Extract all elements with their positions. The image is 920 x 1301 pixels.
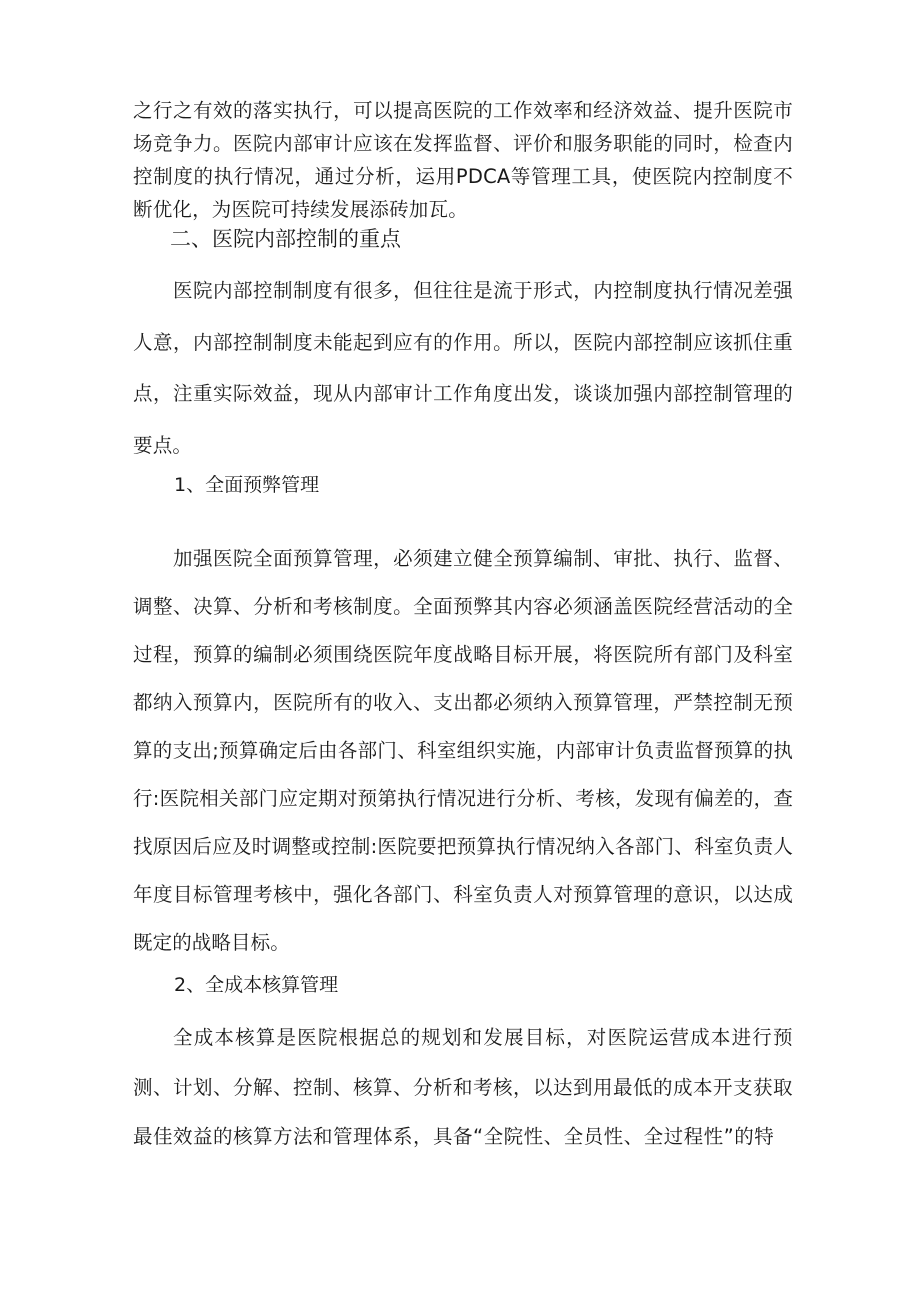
section-paragraph: 医院内部控制制度有很多，但往往是流于形式，内控制度执行情况差强人意，内部控制制度未能起到应有的作用。所以，医院内部控制应该抓住重点，注重实际效益，现从内部审计工作角度出发，谈谈加强内部控制管理的要点。 bbox=[133, 279, 793, 457]
section-heading: 二、医院内部控制的重点 bbox=[170, 227, 401, 251]
subheading-budget: 1、全面预弊管理 bbox=[174, 474, 320, 496]
budget-paragraph: 加强医院全面预算管理，必须建立健全预算编制、审批、执行、监督、调整、决算、分析和考核制度。全面预弊其内容必须涵盖医院经营活动的全过程，预算的编制必须围绕医院年度战略目标开展，将医院所有部门及科室都纳入预算内，医院所有的收入、支出都必须纳入预算管理，严禁控制无预算的支出;预算确定后由各部门、科室组织实施，内部审计负责监督预算的执行:医院相关部门应定期对预第执行情况进行分析、考核，发现有偏差的，查找原因后应及时调整或控制:医院要把预算执行情况纳入各部门、科室负责人年度目标管理考核中，强化各部门、科室负责人对预算管理的意识，以达成既定的战略目标。 bbox=[133, 547, 793, 954]
subheading-cost: 2、全成本核算管理 bbox=[174, 974, 339, 996]
cost-paragraph: 全成本核算是医院根据总的规划和发展目标，对医院运营成本进行预测、计划、分解、控制、核算、分析和考核，以达到用最低的成本开支获取最佳效益的核算方法和管理体系，具备“全院性、全员性、全过程性”的特 bbox=[133, 1026, 794, 1148]
intro-paragraph: 之行之有效的落实执行，可以提高医院的工作效率和经济效益、提升医院市场竞争力。医院内部审计应该在发挥监督、评价和服务职能的同时，检查内控制度的执行情况，通过分析，运用PDCA等管理工具，使医院内控制度不断优化，为医院可持续发展添砖加瓦。 bbox=[133, 99, 793, 221]
